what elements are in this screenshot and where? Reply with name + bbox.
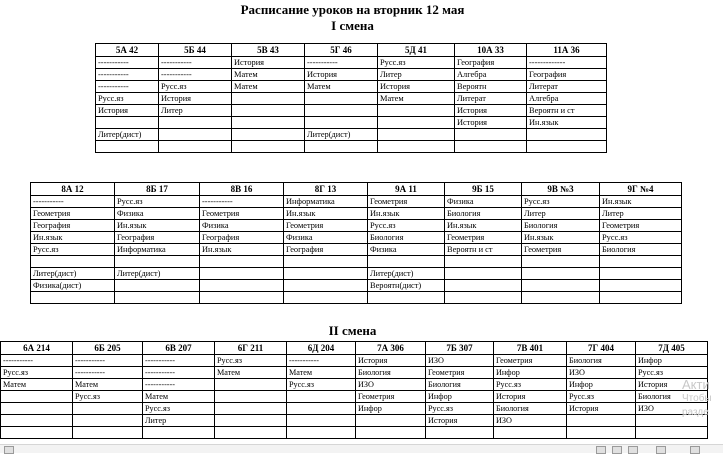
lesson-cell: Вероятн и ст <box>445 244 522 256</box>
lesson-cell: Физика <box>368 244 445 256</box>
lesson-cell: Биология <box>445 208 522 220</box>
lesson-cell: История <box>159 93 232 105</box>
taskbar-tray-icon[interactable] <box>656 446 666 454</box>
class-column-header: 8А 12 <box>31 183 115 196</box>
lesson-cell <box>232 105 305 117</box>
lesson-cell: Ин.язык <box>284 208 368 220</box>
lesson-cell: История <box>636 379 708 391</box>
lesson-cell <box>356 427 426 439</box>
lesson-cell: Литерат <box>455 93 527 105</box>
lesson-cell <box>200 268 284 280</box>
shift1-bottom-table <box>30 182 682 304</box>
lesson-cell: Матем <box>1 379 73 391</box>
lesson-cell: Биология <box>368 232 445 244</box>
lesson-cell <box>455 141 527 153</box>
lesson-cell: ----------- <box>1 355 73 367</box>
lesson-cell: ----------- <box>96 81 159 93</box>
lesson-cell: Русс.яз <box>143 403 215 415</box>
lesson-cell: Матем <box>215 367 287 379</box>
lesson-row <box>96 117 607 129</box>
lesson-cell: Матем <box>73 379 143 391</box>
class-column-header: 7Б 307 <box>426 342 494 355</box>
class-column-header: 7Д 405 <box>636 342 708 355</box>
lesson-cell <box>287 415 356 427</box>
lesson-cell: ----------- <box>143 367 215 379</box>
lesson-cell: ИЗО <box>494 415 567 427</box>
lesson-row <box>1 415 708 427</box>
lesson-row <box>1 391 708 403</box>
lesson-cell: Русс.яз <box>522 196 600 208</box>
lesson-cell: География <box>31 220 115 232</box>
lesson-cell: История <box>455 105 527 117</box>
lesson-cell <box>636 427 708 439</box>
lesson-cell <box>378 141 455 153</box>
lesson-cell: История <box>356 355 426 367</box>
lesson-cell: Литерат <box>527 81 607 93</box>
lesson-cell: Литер <box>600 208 682 220</box>
lesson-row <box>96 105 607 117</box>
lesson-cell <box>368 256 445 268</box>
lesson-cell: Ин.язык <box>522 232 600 244</box>
shift2-heading: II смена <box>328 323 377 338</box>
lesson-cell: Ин.язык <box>115 220 200 232</box>
class-column-header: 9В №3 <box>522 183 600 196</box>
lesson-cell <box>287 391 356 403</box>
lesson-cell: Биология <box>494 403 567 415</box>
lesson-cell <box>305 117 378 129</box>
lesson-cell <box>287 427 356 439</box>
class-column-header: 9А 11 <box>368 183 445 196</box>
lesson-cell: Алгебра <box>527 93 607 105</box>
lesson-cell: Русс.яз <box>115 196 200 208</box>
lesson-row <box>31 196 682 208</box>
lesson-cell <box>522 292 600 304</box>
lesson-cell: Ин.язык <box>527 117 607 129</box>
lesson-cell: Инфор <box>356 403 426 415</box>
lesson-cell: География <box>115 232 200 244</box>
lesson-cell <box>1 415 73 427</box>
lesson-cell <box>200 280 284 292</box>
lesson-cell <box>600 268 682 280</box>
lesson-cell <box>600 280 682 292</box>
lesson-row <box>31 268 682 280</box>
lesson-cell: Матем <box>232 69 305 81</box>
lesson-cell <box>445 256 522 268</box>
lesson-cell: Ин.язык <box>200 244 284 256</box>
lesson-row <box>31 232 682 244</box>
lesson-cell <box>284 256 368 268</box>
lesson-cell: Литер <box>378 69 455 81</box>
lesson-cell <box>215 403 287 415</box>
lesson-cell <box>73 415 143 427</box>
shift2-table <box>0 341 708 439</box>
lesson-cell: Литер(дист) <box>305 129 378 141</box>
lesson-cell: Биология <box>636 391 708 403</box>
lesson-cell: Геометрия <box>368 196 445 208</box>
lesson-cell: Матем <box>287 367 356 379</box>
lesson-cell: Инфор <box>494 367 567 379</box>
class-column-header: 11А 36 <box>527 44 607 57</box>
lesson-cell: Биология <box>567 355 636 367</box>
lesson-cell <box>522 256 600 268</box>
class-column-header: 5А 42 <box>96 44 159 57</box>
lesson-cell <box>305 105 378 117</box>
lesson-cell <box>215 391 287 403</box>
lesson-cell: Литер <box>522 208 600 220</box>
lesson-cell: ИЗО <box>356 379 426 391</box>
taskbar-tray-icon[interactable] <box>628 446 638 454</box>
watermark-line: разде <box>682 407 709 418</box>
lesson-cell <box>215 379 287 391</box>
header-row <box>96 44 607 57</box>
lesson-cell <box>159 117 232 129</box>
class-column-header: 7В 401 <box>494 342 567 355</box>
lesson-cell: Русс.яз <box>378 57 455 69</box>
lesson-cell: Ин.язык <box>31 232 115 244</box>
lesson-row <box>1 427 708 439</box>
lesson-cell: Литер <box>143 415 215 427</box>
lesson-cell <box>522 268 600 280</box>
lesson-cell <box>143 427 215 439</box>
lesson-cell: Матем <box>378 93 455 105</box>
class-column-header: 5Г 46 <box>305 44 378 57</box>
lesson-cell <box>527 129 607 141</box>
class-column-header: 9Б 15 <box>445 183 522 196</box>
header-row <box>31 183 682 196</box>
lesson-row <box>31 244 682 256</box>
lesson-cell: География <box>455 57 527 69</box>
lesson-cell: Биология <box>600 244 682 256</box>
lesson-cell: История <box>305 69 378 81</box>
lesson-cell <box>215 415 287 427</box>
lesson-cell: Физика <box>284 232 368 244</box>
lesson-cell: Русс.яз <box>636 367 708 379</box>
lesson-cell: Ин.язык <box>600 196 682 208</box>
lesson-cell: ----------- <box>159 57 232 69</box>
class-column-header: 6Г 211 <box>215 342 287 355</box>
class-column-header: 6А 214 <box>1 342 73 355</box>
lesson-cell: Вероятн и ст <box>527 105 607 117</box>
lesson-cell <box>1 427 73 439</box>
lesson-cell: Ин.язык <box>368 208 445 220</box>
lesson-cell: Матем <box>232 81 305 93</box>
lesson-row <box>31 256 682 268</box>
taskbar-app-icon[interactable] <box>4 446 14 454</box>
lesson-cell <box>1 403 73 415</box>
lesson-row <box>96 129 607 141</box>
lesson-cell: Инфор <box>636 355 708 367</box>
lesson-cell: Физика <box>115 208 200 220</box>
lesson-cell: Русс.яз <box>96 93 159 105</box>
lesson-row <box>31 220 682 232</box>
lesson-cell: ----------- <box>159 69 232 81</box>
lesson-cell <box>115 280 200 292</box>
lesson-cell <box>73 403 143 415</box>
lesson-cell: ----------- <box>287 355 356 367</box>
lesson-cell <box>284 268 368 280</box>
lesson-cell: Геометрия <box>356 391 426 403</box>
lesson-cell <box>287 403 356 415</box>
lesson-cell: Русс.яз <box>368 220 445 232</box>
lesson-cell: История <box>232 57 305 69</box>
watermark-line: Акти <box>682 377 710 392</box>
lesson-cell <box>356 415 426 427</box>
lesson-cell <box>445 268 522 280</box>
lesson-row <box>96 69 607 81</box>
lesson-row <box>31 280 682 292</box>
lesson-cell: ----------- <box>143 355 215 367</box>
lesson-cell: ИЗО <box>636 403 708 415</box>
lesson-row <box>96 57 607 69</box>
lesson-cell <box>455 129 527 141</box>
lesson-cell: Биология <box>522 220 600 232</box>
class-column-header: 5В 43 <box>232 44 305 57</box>
lesson-cell: Матем <box>143 391 215 403</box>
lesson-cell <box>31 256 115 268</box>
lesson-cell <box>96 117 159 129</box>
lesson-cell <box>159 129 232 141</box>
class-column-header: 10А 33 <box>455 44 527 57</box>
lesson-cell <box>305 141 378 153</box>
lesson-cell: География <box>284 244 368 256</box>
lesson-cell <box>378 117 455 129</box>
lesson-cell <box>567 415 636 427</box>
lesson-cell: Русс.яз <box>426 403 494 415</box>
lesson-cell: Русс.яз <box>1 367 73 379</box>
lesson-cell <box>600 292 682 304</box>
lesson-row <box>1 355 708 367</box>
lesson-cell <box>115 292 200 304</box>
lesson-cell: Литер(дист) <box>96 129 159 141</box>
lesson-cell <box>378 105 455 117</box>
lesson-cell: География <box>200 232 284 244</box>
lesson-row <box>31 208 682 220</box>
lesson-cell: История <box>96 105 159 117</box>
lesson-cell: ----------- <box>96 69 159 81</box>
lesson-row <box>1 403 708 415</box>
shift1-heading: I смена <box>331 18 374 33</box>
class-column-header: 6Д 204 <box>287 342 356 355</box>
lesson-cell <box>284 280 368 292</box>
page-title: Расписание уроков на вторник 12 мая <box>240 2 465 17</box>
lesson-cell: ----------- <box>96 57 159 69</box>
shift1-top-table <box>95 43 607 153</box>
lesson-cell: Вероятн(дист) <box>368 280 445 292</box>
lesson-cell <box>378 129 455 141</box>
lesson-cell: Литер(дист) <box>115 268 200 280</box>
class-column-header: 8Г 13 <box>284 183 368 196</box>
class-column-header: 7А 306 <box>356 342 426 355</box>
lesson-cell: Русс.яз <box>159 81 232 93</box>
lesson-cell <box>368 292 445 304</box>
lesson-cell: ----------- <box>143 379 215 391</box>
taskbar-tray-icon[interactable] <box>596 446 606 454</box>
lesson-cell: Русс.яз <box>31 244 115 256</box>
lesson-cell: Геометрия <box>31 208 115 220</box>
lesson-cell <box>96 141 159 153</box>
lesson-cell <box>200 292 284 304</box>
class-column-header: 7Г 404 <box>567 342 636 355</box>
lesson-cell: ------------- <box>527 57 607 69</box>
lesson-row <box>96 141 607 153</box>
lesson-cell: Матем <box>305 81 378 93</box>
lesson-cell: Физика(дист) <box>31 280 115 292</box>
class-column-header: 6Б 205 <box>73 342 143 355</box>
class-column-header: 8В 16 <box>200 183 284 196</box>
lesson-row <box>31 292 682 304</box>
lesson-cell: Русс.яз <box>494 379 567 391</box>
lesson-cell: Физика <box>200 220 284 232</box>
lesson-cell <box>215 427 287 439</box>
lesson-cell <box>232 93 305 105</box>
lesson-cell: ----------- <box>305 57 378 69</box>
lesson-cell: Геометрия <box>284 220 368 232</box>
lesson-cell <box>1 391 73 403</box>
lesson-cell: История <box>455 117 527 129</box>
lesson-cell <box>73 427 143 439</box>
lesson-cell: ----------- <box>31 196 115 208</box>
lesson-cell: Геометрия <box>445 232 522 244</box>
lesson-cell <box>232 117 305 129</box>
lesson-cell: Русс.яз <box>215 355 287 367</box>
lesson-cell <box>522 280 600 292</box>
lesson-cell: История <box>426 415 494 427</box>
lesson-cell <box>284 292 368 304</box>
lesson-cell: Русс.яз <box>287 379 356 391</box>
lesson-cell: ----------- <box>200 196 284 208</box>
lesson-cell: География <box>527 69 607 81</box>
lesson-cell: ИЗО <box>567 367 636 379</box>
lesson-cell: История <box>494 391 567 403</box>
lesson-cell: ИЗО <box>426 355 494 367</box>
lesson-cell: Геометрия <box>200 208 284 220</box>
lesson-cell <box>567 427 636 439</box>
lesson-cell <box>445 292 522 304</box>
lesson-cell: Литер(дист) <box>368 268 445 280</box>
class-column-header: 8Б 17 <box>115 183 200 196</box>
lesson-cell: Геометрия <box>600 220 682 232</box>
lesson-cell <box>200 256 284 268</box>
lesson-cell: ----------- <box>73 355 143 367</box>
lesson-cell: Информатика <box>115 244 200 256</box>
lesson-cell: Инфор <box>567 379 636 391</box>
lesson-cell: Алгебра <box>455 69 527 81</box>
watermark-line: Чтобы <box>682 393 712 404</box>
class-column-header: 9Г №4 <box>600 183 682 196</box>
lesson-cell: Вероятн <box>455 81 527 93</box>
taskbar-tray-icon[interactable] <box>612 446 622 454</box>
lesson-cell: Литер(дист) <box>31 268 115 280</box>
lesson-cell: История <box>378 81 455 93</box>
lesson-cell: Биология <box>426 379 494 391</box>
lesson-row <box>96 93 607 105</box>
lesson-cell: Русс.яз <box>73 391 143 403</box>
lesson-cell <box>305 93 378 105</box>
lesson-cell: Инфор <box>426 391 494 403</box>
lesson-cell <box>600 256 682 268</box>
lesson-cell: ----------- <box>73 367 143 379</box>
lesson-cell <box>426 427 494 439</box>
lesson-cell: Ин.язык <box>445 220 522 232</box>
header-row <box>1 342 708 355</box>
lesson-cell: Русс.яз <box>567 391 636 403</box>
lesson-cell: Русс.яз <box>600 232 682 244</box>
class-column-header: 5Д 41 <box>378 44 455 57</box>
lesson-row <box>1 367 708 379</box>
lesson-cell <box>494 427 567 439</box>
lesson-cell <box>115 256 200 268</box>
lesson-cell: Литер <box>159 105 232 117</box>
lesson-row <box>1 379 708 391</box>
lesson-cell <box>232 129 305 141</box>
lesson-row <box>96 81 607 93</box>
windows-activation-watermark <box>682 378 712 420</box>
lesson-cell: Геометрия <box>494 355 567 367</box>
lesson-cell <box>527 141 607 153</box>
lesson-cell <box>232 141 305 153</box>
lesson-cell: Геометрия <box>426 367 494 379</box>
taskbar-tray-icon[interactable] <box>690 446 700 454</box>
lesson-cell: Геометрия <box>522 244 600 256</box>
lesson-cell: История <box>567 403 636 415</box>
class-column-header: 5Б 44 <box>159 44 232 57</box>
lesson-cell <box>445 280 522 292</box>
class-column-header: 6В 207 <box>143 342 215 355</box>
lesson-cell <box>31 292 115 304</box>
lesson-cell: Информатика <box>284 196 368 208</box>
lesson-cell: Физика <box>445 196 522 208</box>
lesson-cell <box>159 141 232 153</box>
lesson-cell: Биология <box>356 367 426 379</box>
